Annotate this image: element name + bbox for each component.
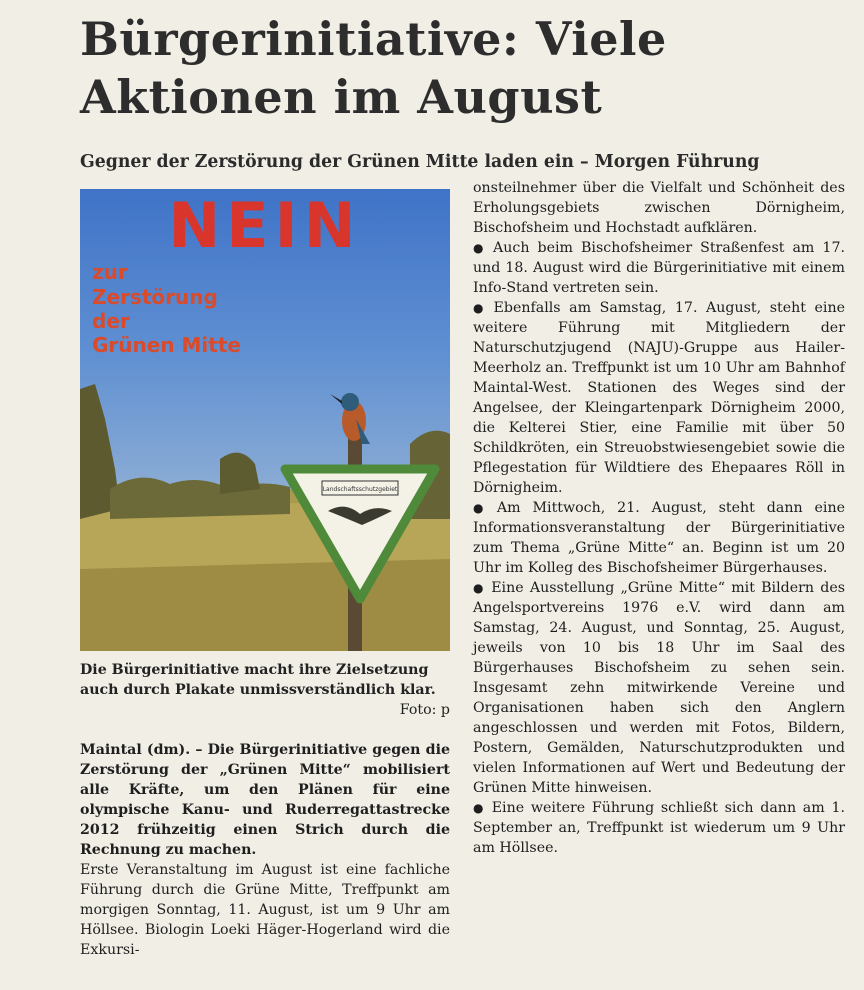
bullet-item: ● Ebenfalls am Samstag, 17. August, steht eine weitere Führung mit Mitgliedern der Naturschutzjugend (NAJU)-Gruppe aus Hailer-Meerholz an. Treffpunkt ist um 10 Uhr am Bahnhof Maintal-West. Stationen des Weges sind der Angelsee, der Kleingartenpark Dörnigheim 2000, die Kelterei Stier, eine Familie mit über 50 Schildkröten, ein Streuobstwiesengebiet sowie die Pflegestation für Wildtiere des Ehepaares Röll in Dörnigheim.: [473, 300, 845, 496]
headline-line-1: Bürgerinitiative: Viele: [80, 12, 667, 66]
poster-illustration: [80, 189, 450, 651]
article-subheadline: Gegner der Zerstörung der Grünen Mitte laden ein – Morgen Führung: [80, 152, 760, 172]
headline-line-2: Aktionen im August: [80, 70, 603, 124]
article-column-left: [80, 740, 450, 960]
poster-line-1: zur: [92, 260, 128, 284]
poster-photo: [80, 189, 450, 651]
paragraph-1-part-1: Erste Veranstaltung im August ist eine fachliche Führung durch die Grüne Mitte, Treffpunkt am morgigen Sonntag, 11. August, ist um 9 Uhr am Höllsee. Biologin Loeki Häger-Hogerland wird die Exkursi-: [80, 862, 450, 958]
poster-line-3: der: [92, 309, 130, 333]
article-column-right: [473, 178, 845, 858]
bullet-item: ● Auch beim Bischofsheimer Straßenfest am 17. und 18. August wird die Bürgerinitiative mit einem Info-Stand vertreten sein.: [473, 240, 845, 296]
bullet-icon: ●: [473, 801, 486, 815]
photo-credit: Foto: p: [399, 702, 450, 718]
lead-paragraph: Maintal (dm). – Die Bürgerinitiative gegen die Zerstörung der „Grünen Mitte“ mobilisiert alle Kräfte, um den Plänen für eine olympische Kanu- und Ruderregattastrecke 2012 frühzeitig einen Strich durch die Rechnung zu machen.: [80, 742, 450, 858]
poster-line-4: Grünen Mitte: [92, 333, 241, 357]
bullet-item: ● Eine Ausstellung „Grüne Mitte“ mit Bildern des Angelsportvereins 1976 e.V. wird dann am Samstag, 24. August, und Sonntag, 25. August, jeweils von 10 bis 18 Uhr im Saal des Bürgerhauses Bischofsheim zu sehen sein. Insgesamt zehn mitwirkende Vereine und Organisationen haben sich den Anglern angeschlossen und werden mit Fotos, Bildern, Postern, Gemälden, Naturschutzprodukten und vielen Informationen auf Wert und Bedeutung der Grünen Mitte hinweisen.: [473, 580, 845, 796]
bullet-icon: ●: [473, 581, 486, 595]
bullet-item: ● Eine weitere Führung schließt sich dann am 1. September an, Treffpunkt ist wiederum um 9 Uhr am Höllsee.: [473, 800, 845, 856]
photo-caption: [80, 660, 450, 720]
poster-line-2: Zerstörung: [92, 285, 218, 309]
bullet-icon: ●: [473, 241, 487, 255]
paragraph-1-part-2: onsteilnehmer über die Vielfalt und Schönheit des Erholungsgebiets zwischen Dörnigheim, Bischofsheim und Hochstadt aufklären.: [473, 180, 845, 236]
kingfisher-bird-icon: [330, 393, 370, 444]
bullet-icon: ●: [473, 301, 488, 315]
bullet-item: ● Am Mittwoch, 21. August, steht dann eine Informationsveranstaltung der Bürgerinitiative zum Thema „Grüne Mitte“ an. Beginn ist um 20 Uhr im Kolleg des Bischofsheimer Bürgerhauses.: [473, 500, 845, 576]
article-headline: [80, 10, 850, 126]
poster-big-word: NEIN: [168, 189, 362, 262]
bullet-icon: ●: [473, 501, 491, 515]
caption-text: Die Bürgerinitiative macht ihre Zielsetzung auch durch Plakate unmissverständlich klar.: [80, 662, 436, 698]
sign-label: Landschaftsschutzgebiet: [322, 486, 398, 493]
